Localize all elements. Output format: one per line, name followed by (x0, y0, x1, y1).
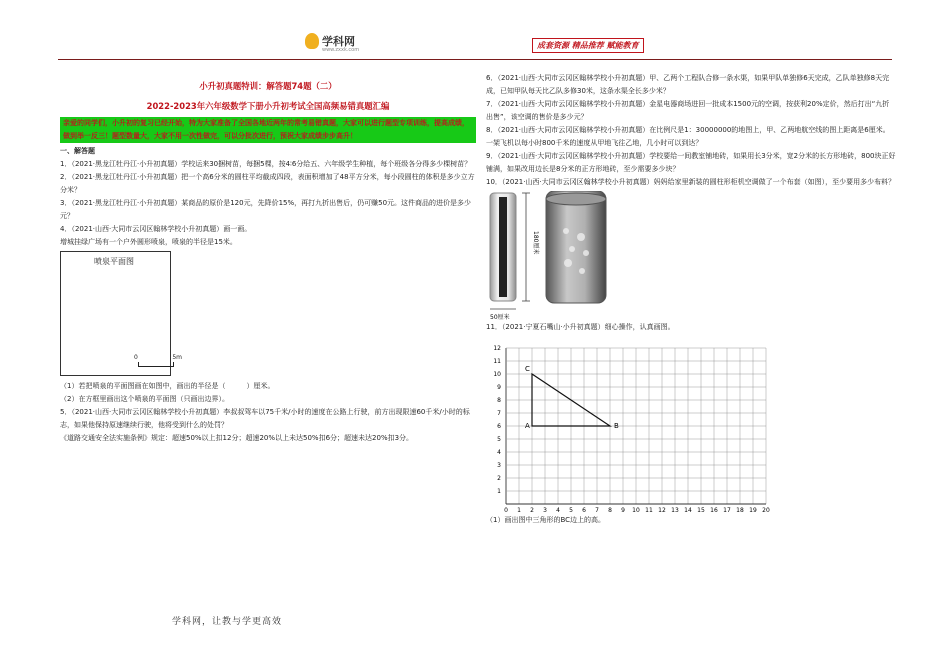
vertex-label-c: C (525, 365, 530, 373)
right-column (486, 72, 896, 527)
question-2: 2．（2021·黑龙江牡丹江·小升初真题）把一个高6分米的圆柱平均截成四段，表面积增加了48平方分米，每小段圆柱的体积是多少立方分米？ (60, 173, 475, 194)
question-10: 10．（2021·山西·大同市云冈区翰林学校小升初真题）妈妈给家里新装的圆柱形柜机空调做了一个布套（如图），至少要用多少布料？ (486, 178, 896, 186)
vertex-label-b: B (614, 422, 619, 430)
logo-subtext: www.zxxk.com (322, 47, 360, 53)
x-tick-label: 2 (530, 507, 534, 514)
question-7: 7．（2021·山西·大同市云冈区翰林学校小升初真题）金星电器商场进回一批成本1500元的空调，按获利20%定价，然后打出“九折出售”，该空调的售价是多少元？ (486, 100, 890, 121)
coordinate-grid (486, 336, 896, 514)
x-tick-label: 15 (697, 507, 705, 514)
question-5-rule: 《道路交通安全法实施条例》规定：超速50%以上扣12分；超速20%以上未达50%扣6分；超速未达20%扣3分。 (60, 434, 414, 442)
header-divider (58, 59, 892, 60)
y-tick-label: 12 (493, 345, 501, 352)
x-tick-label: 6 (582, 507, 586, 514)
question-1: 1．（2021·黑龙江牡丹江·小升初真题）学校运来30捆树苗，每捆5棵，按4∶6分给五、六年级学生种植，每个班级各分得多少棵树苗？ (60, 160, 472, 168)
x-tick-label: 19 (749, 507, 757, 514)
scale-bar (134, 354, 182, 367)
question-5: 5．（2021·山西·大同市云冈区翰林学校小升初真题）李叔叔驾车以75千米/小时的速度在公路上行驶，前方出现限速60千米/小时的标志，如果他保持原速继续行驶，他将受到什么的处罚？ (60, 408, 470, 429)
y-tick-label: 2 (497, 475, 501, 482)
page-footer: 学科网，让教与学更高效 (172, 617, 283, 627)
y-tick-label: 5 (497, 436, 501, 443)
question-11: 11．（2021·宁夏石嘴山·小升初真题）细心操作，认真画图。 (486, 323, 675, 331)
fountain-plan-box (60, 251, 182, 376)
x-tick-label: 7 (595, 507, 599, 514)
height-label: 180厘米 (532, 231, 539, 255)
question-4: 4．（2021·山西·大同市云冈区翰林学校小升初真题）画一画。 (60, 225, 252, 233)
question-3: 3．（2021·黑龙江牡丹江·小升初真题）某商品的原价是120元，先降价15%，再打九折出售后，仍可赚50元。这件商品的进价是多少元？ (60, 199, 472, 220)
x-tick-label: 9 (621, 507, 625, 514)
question-11-part-1: （1）画出图中三角形的BC边上的高。 (486, 516, 606, 524)
x-tick-label: 20 (762, 507, 770, 514)
x-tick-label: 14 (684, 507, 692, 514)
y-tick-label: 8 (497, 397, 501, 404)
x-tick-label: 1 (517, 507, 521, 514)
x-tick-label: 10 (632, 507, 640, 514)
section-heading: 一、解答题 (60, 147, 95, 155)
question-8: 8．（2021·山西·大同市云冈区翰林学校小升初真题）在比例尺是1：30000000的地图上，甲、乙两地航空线的图上距离是6厘米。一架飞机以每小时800千米的速度从甲地飞往乙地，几小时可以到达？ (486, 126, 890, 147)
page-title: 小升初真题特训：解答题74题（二） (199, 81, 337, 91)
header-tagline: 成套资源 精品推荐 赋能教育 (532, 38, 644, 53)
width-label: 50厘米 (490, 314, 510, 321)
logo-icon (305, 33, 319, 49)
x-tick-label: 18 (736, 507, 744, 514)
logo-text: 学科网 (322, 35, 355, 48)
x-tick-label: 5 (569, 507, 573, 514)
y-tick-label: 11 (493, 358, 501, 365)
x-tick-label: 4 (556, 507, 560, 514)
question-6: 6．（2021·山西·大同市云冈区翰林学校小升初真题）甲、乙两个工程队合修一条水渠，如果甲队单独修6天完成，乙队单独修8天完成，已知甲队每天比乙队多修30米，这条水渠全长多少米？ (486, 74, 890, 95)
x-tick-label: 0 (504, 507, 508, 514)
question-4-part-2: （2）在方框里画出这个喷泉的平面图（只画出边界）。 (60, 395, 229, 403)
x-tick-label: 13 (671, 507, 679, 514)
grid-svg (486, 336, 786, 514)
air-conditioner-svg (486, 191, 786, 321)
y-tick-label: 3 (497, 462, 501, 469)
air-conditioner-figures (486, 191, 896, 321)
page-subtitle: 2022-2023年六年级数学下册小升初考试全国高频易错真题汇编 (146, 101, 390, 111)
y-tick-label: 10 (493, 371, 501, 378)
left-column (60, 76, 476, 445)
x-tick-label: 11 (645, 507, 653, 514)
scale-zero-label: 0 (134, 354, 138, 361)
question-4-part-1: （1）若把喷泉的平面图画在如图中，画出的半径是（ ）厘米。 (60, 382, 275, 390)
y-tick-label: 7 (497, 410, 501, 417)
scale-five-label: 5m (172, 354, 182, 361)
x-tick-label: 12 (658, 507, 666, 514)
air-conditioner-stripe (499, 197, 507, 297)
fabric-cover-photo (546, 191, 606, 303)
x-tick-label: 16 (710, 507, 718, 514)
y-tick-label: 4 (497, 449, 501, 456)
fountain-plan-title: 喷泉平面图 (94, 257, 134, 266)
question-9: 9．（2021·山西·大同市云冈区翰林学校小升初真题）学校要给一间教室铺地砖，如果用长3分米，宽2分米的长方形地砖，800块正好铺满，如果改用边长是8分米的正方形地砖，至少需要多少块？ (486, 152, 896, 173)
y-tick-label: 6 (497, 423, 501, 430)
x-tick-label: 8 (608, 507, 612, 514)
x-tick-label: 3 (543, 507, 547, 514)
y-tick-label: 9 (497, 384, 501, 391)
x-tick-label: 17 (723, 507, 731, 514)
intro-banner: 亲爱的同学们，小升初的复习已经开始，特为大家准备了全国各地近两年的常考易错真题，大家可以进行题型专项训练，提高成绩，做到举一反三！题型数量大，大家不用一次性做完，可以分批次进行，预祝大家成绩步步高升！ (60, 117, 476, 143)
question-4-text: 增城挂绿广场有一个户外圆形喷泉，喷泉的半径是15米。 (60, 238, 237, 246)
y-tick-label: 1 (497, 488, 501, 495)
vertex-label-a: A (525, 422, 530, 430)
